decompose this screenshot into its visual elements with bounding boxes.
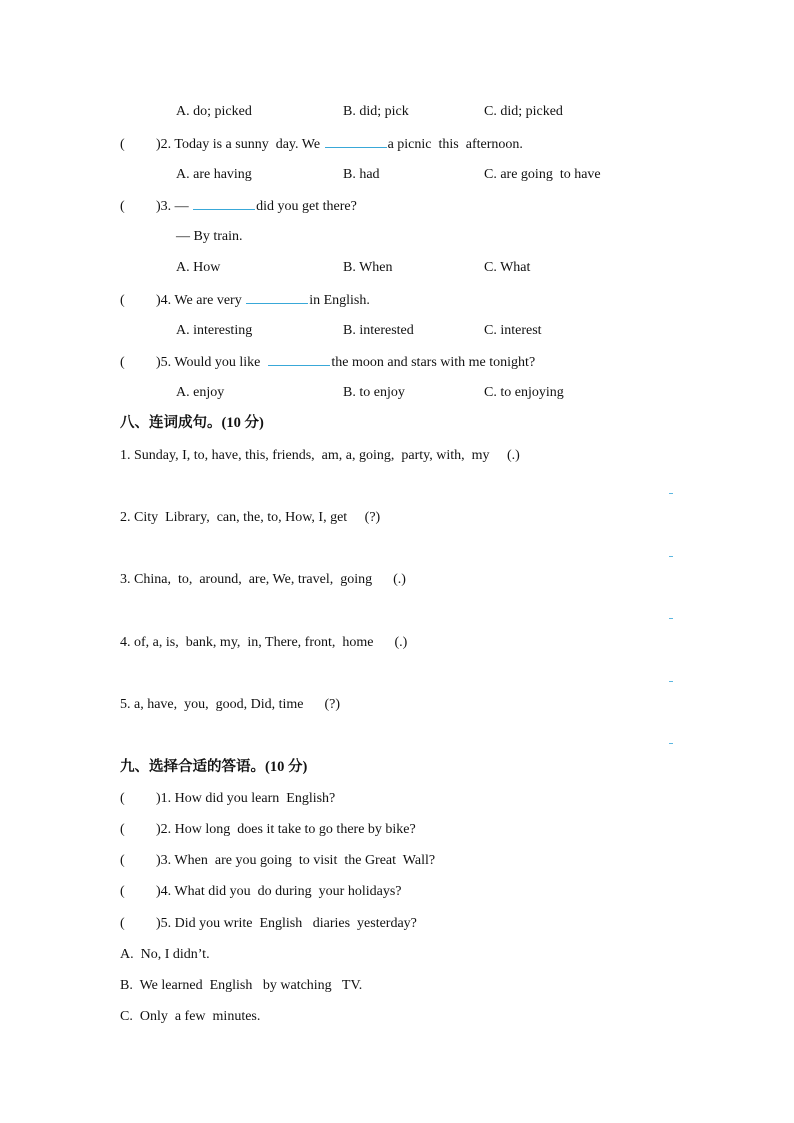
q3-option-b: B. When: [343, 260, 393, 275]
answer-blank[interactable]: [325, 135, 387, 148]
section-9-title: 九、选择合适的答语。(10 分): [120, 759, 308, 775]
answer-paren: (: [120, 199, 125, 214]
q5-option-a: A. enjoy: [176, 385, 225, 400]
section-8-title: 八、连词成句。(10 分): [120, 415, 264, 431]
answer-choice-a: A. No, I didn’t.: [120, 947, 210, 962]
question-number: )5.: [156, 916, 172, 931]
question-text-before: Today is a sunny day. We: [174, 137, 324, 152]
answer-line-mark: [669, 493, 673, 494]
question-text: How long does it take to go there by bike?: [174, 822, 416, 837]
reorder-item-5: 5. a, have, you, good, Did, time (?): [120, 697, 341, 712]
question-text: How did you learn English?: [174, 791, 336, 806]
q4-option-a: A. interesting: [176, 323, 253, 338]
question-text-after: in English.: [309, 293, 370, 308]
answer-blank[interactable]: [193, 197, 255, 210]
question-4: [120, 291, 370, 310]
match-question-4: [120, 883, 402, 901]
reorder-item-3: 3. China, to, around, are, We, travel, going (.): [120, 572, 406, 587]
question-number: )4.: [156, 293, 172, 308]
answer-blank[interactable]: [246, 291, 308, 304]
q1-option-a: A. do; picked: [176, 104, 252, 119]
answer-paren: (: [120, 822, 125, 837]
q5-option-c: C. to enjoying: [484, 385, 564, 400]
answer-paren: (: [120, 137, 125, 152]
q3-option-c: C. What: [484, 260, 531, 275]
answer-paren: (: [120, 791, 125, 806]
question-number: )3.: [156, 853, 172, 868]
q4-option-b: B. interested: [343, 323, 414, 338]
question-5: [120, 353, 535, 372]
question-number: )5.: [156, 355, 172, 370]
match-question-1: [120, 790, 335, 808]
q2-option-c: C. are going to have: [484, 167, 601, 182]
answer-paren: (: [120, 884, 125, 899]
match-question-5: [120, 915, 417, 933]
question-text: When are you going to visit the Great Wall?: [174, 853, 436, 868]
question-text-before: Would you like: [174, 355, 268, 370]
q3-response: — By train.: [176, 229, 243, 244]
answer-blank[interactable]: [268, 353, 330, 366]
question-number: )1.: [156, 791, 172, 806]
q1-option-c: C. did; picked: [484, 104, 563, 119]
answer-line-mark: [669, 618, 673, 619]
match-question-3: [120, 852, 435, 870]
question-text-after: did you get there?: [256, 199, 357, 214]
question-text: What did you do during your holidays?: [174, 884, 402, 899]
answer-paren: (: [120, 293, 125, 308]
q5-option-b: B. to enjoy: [343, 385, 405, 400]
q3-option-a: A. How: [176, 260, 221, 275]
question-text-after: a picnic this afternoon.: [387, 137, 523, 152]
question-number: )2.: [156, 137, 172, 152]
reorder-item-4: 4. of, a, is, bank, my, in, There, front, home (.): [120, 635, 408, 650]
question-number: )3.: [156, 199, 172, 214]
q1-option-b: B. did; pick: [343, 104, 409, 119]
question-text: Did you write English diaries yesterday?: [174, 916, 417, 931]
question-text-before: We are very: [174, 293, 246, 308]
q2-option-b: B. had: [343, 167, 380, 182]
reorder-item-1: 1. Sunday, I, to, have, this, friends, am, a, going, party, with, my (.): [120, 448, 520, 463]
question-2: [120, 135, 523, 154]
question-number: )4.: [156, 884, 172, 899]
question-text-before: —: [174, 199, 193, 214]
question-text-after: the moon and stars with me tonight?: [331, 355, 536, 370]
answer-paren: (: [120, 916, 125, 931]
answer-paren: (: [120, 853, 125, 868]
question-number: )2.: [156, 822, 172, 837]
answer-line-mark: [669, 681, 673, 682]
answer-choice-b: B. We learned English by watching TV.: [120, 978, 363, 993]
answer-line-mark: [669, 743, 673, 744]
answer-choice-c: C. Only a few minutes.: [120, 1009, 261, 1024]
question-3: [120, 197, 357, 216]
q2-option-a: A. are having: [176, 167, 252, 182]
reorder-item-2: 2. City Library, can, the, to, How, I, get (?): [120, 510, 381, 525]
answer-paren: (: [120, 355, 125, 370]
answer-line-mark: [669, 556, 673, 557]
match-question-2: [120, 821, 416, 839]
q4-option-c: C. interest: [484, 323, 542, 338]
